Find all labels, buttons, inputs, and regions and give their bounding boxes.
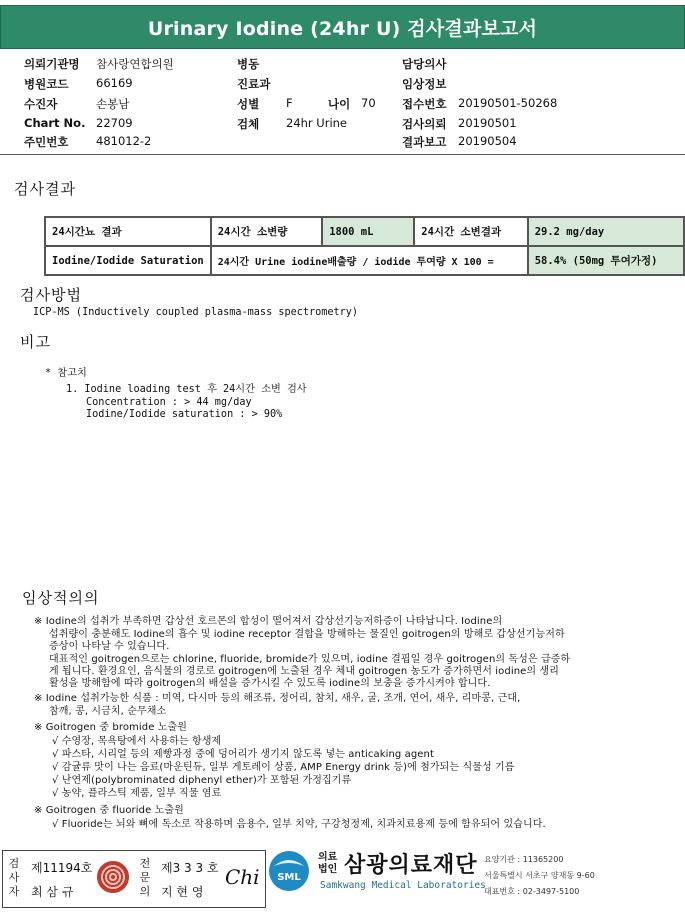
ward-label: 병동	[237, 57, 260, 71]
seal-stamp-icon	[97, 861, 129, 893]
contact-address: 서울특별시 서초구 양재동 9-60	[484, 871, 595, 880]
contact-code: 요양기관 : 11365200	[484, 855, 564, 864]
clinical-line: 대표적인 goitrogen으로는 chlorine, fluoride, bromide가 있으며, iodine 결핍일 경우 goitrogen의 독성은 급증하	[49, 654, 571, 665]
report-title: Urinary Iodine (24hr U) 검사결과보고서	[147, 17, 538, 40]
results-table	[44, 216, 685, 276]
sex-value: F	[286, 96, 293, 110]
clinical-line: ※ Iodine 섭취가능한 식품 : 미역, 다시마 등의 해조류, 정어리, 참치, 새우, 굴, 조개, 연어, 새우, 리마콩, 근대,	[34, 693, 521, 704]
specimen-label: 검체	[237, 117, 260, 131]
clinical-line: ※ Goitrogen 중 bromide 노출원	[34, 722, 188, 733]
urine-result-value: 29.2 mg/day	[528, 217, 684, 246]
receipt-label: 접수번호	[402, 97, 447, 111]
saturation-value: 58.4% (50mg 투여가정)	[528, 246, 684, 275]
hospital-code-value: 66169	[96, 76, 133, 90]
org-english-name: Samkwang Medical Laboratories	[320, 880, 486, 891]
remarks-line: * 참고치	[45, 368, 87, 379]
results-heading: 검사결과	[14, 180, 76, 198]
specialist-license: 제3 3 3 호	[161, 861, 219, 875]
logo-text: SML	[277, 872, 301, 883]
table-cell: 24시간뇨 결과	[45, 217, 211, 246]
table-cell: Iodine/Iodide Saturation	[45, 246, 211, 275]
specialist-label: 전문의	[139, 857, 151, 898]
footer	[0, 848, 685, 914]
examiner-license: 제11194호	[31, 861, 93, 875]
patient-label: 수진자	[24, 97, 58, 111]
clinical-info-label: 임상정보	[402, 77, 447, 91]
patient-info-block	[0, 50, 685, 154]
signature: Chi	[225, 865, 260, 889]
age-value: 70	[361, 96, 376, 110]
request-label: 검사의뢰	[402, 117, 447, 131]
method-heading: 검사방법	[20, 286, 82, 304]
org-name: 삼광의료재단	[344, 853, 478, 878]
clinical-line: √ 파스타, 시리얼 등의 제빵과정 중에 덩어리가 생기지 않도록 넣는 anticaking agent	[52, 749, 435, 760]
table-cell: 24시간 소변결과	[414, 217, 527, 246]
id-label: 주민번호	[24, 135, 69, 149]
clinical-line: √ 농약, 플라스틱 제품, 일부 직물 염료	[52, 788, 222, 799]
clinical-line: ※ Goitrogen 중 fluoride 노출원	[34, 805, 184, 816]
table-cell: 24시간 소변량	[211, 217, 322, 246]
clinical-line: 참깨, 콩, 시금치, 순무채소	[49, 706, 167, 717]
id-value: 481012-2	[96, 134, 152, 148]
table-cell: 24시간 Urine iodine배출량 / iodide 투여량 X 100 =	[211, 246, 528, 275]
examiner-label: 검사자	[8, 857, 20, 898]
table-row	[45, 217, 684, 246]
specialist-name: 지 현 영	[161, 885, 204, 899]
clinical-line: 게 됩니다. 환경요인, 음식물의 경로로 goitrogen에 노출된 경우 체내 goitrogen 농도가 증가하면서 iodine의 생리	[49, 666, 559, 677]
hospital-code-label: 병원코드	[24, 77, 69, 91]
age-label: 나이	[328, 97, 351, 111]
clinical-line: √ 감귤류 맛이 나는 음료(마운틴듀, 일부 게토레이 상품, AMP Energy drink 등)에 첨가되는 식물성 기름	[52, 762, 515, 773]
chart-label: Chart No.	[24, 116, 86, 130]
receipt-value: 20190501-50268	[458, 96, 558, 110]
report-date-value: 20190504	[458, 134, 517, 148]
sml-logo-icon	[268, 850, 310, 892]
divider	[0, 154, 685, 155]
dept-label: 진료과	[237, 77, 271, 91]
remarks-line: 1. Iodine loading test 후 24시간 소변 검사	[66, 384, 307, 395]
clinical-line: ※ Iodine의 섭취가 부족하면 갑상선 호르몬의 합성이 떨어져서 갑상선기능저하증이 나타납니다. Iodine의	[34, 616, 503, 627]
org-label: 의뢰기관명	[24, 57, 80, 71]
clinical-line: √ 수영장, 목욕탕에서 사용하는 항생제	[52, 736, 222, 747]
org-prefix: 의료법인	[318, 852, 338, 875]
remarks-line: Iodine/Iodide saturation : > 90%	[86, 409, 283, 420]
org-value: 참사랑연합의원	[96, 57, 174, 71]
remarks-line: Concentration : > 44 mg/day	[86, 397, 252, 408]
chart-value: 22709	[96, 116, 133, 130]
patient-value: 손봉남	[96, 97, 130, 111]
signature-box	[2, 850, 266, 908]
urine-volume-value: 1800 mL	[322, 217, 414, 246]
doctor-label: 담당의사	[402, 57, 447, 71]
examiner-name: 최 삼 규	[31, 885, 74, 899]
table-row	[45, 246, 684, 275]
contact-phone: 대표번호 : 02-3497-5100	[484, 887, 580, 896]
specimen-value: 24hr Urine	[286, 116, 348, 130]
report-date-label: 결과보고	[402, 135, 447, 149]
clinical-heading: 임상적의의	[22, 589, 100, 607]
report-header	[0, 5, 685, 49]
clinical-line: 활성을 방해함에 따라 goitrogen의 배설을 증가시킬 수 있도록 iodine의 보충을 증가시켜야 합니다.	[49, 678, 491, 689]
clinical-line: √ 난연제(polybrominated diphenyl ether)가 포함된 가정집기류	[52, 775, 352, 786]
clinical-line: 섭취량이 충분해도 Iodine의 흡수 및 iodine receptor 결합을 방해하는 물질인 goitrogen의 방해로 갑상선기능저하	[49, 629, 565, 640]
request-value: 20190501	[458, 116, 517, 130]
remarks-heading: 비고	[20, 333, 51, 351]
clinical-line: 증상이 나타날 수 있습니다.	[49, 641, 170, 652]
method-text: ICP-MS (Inductively coupled plasma-mass spectrometry)	[33, 307, 359, 318]
sex-label: 성별	[237, 97, 260, 111]
clinical-line: √ Fluoride는 뇌와 뼈에 독소로 작용하며 음용수, 일부 치약, 구강청정제, 치과치료용제 등에 함유되어 있습니다.	[52, 819, 546, 830]
